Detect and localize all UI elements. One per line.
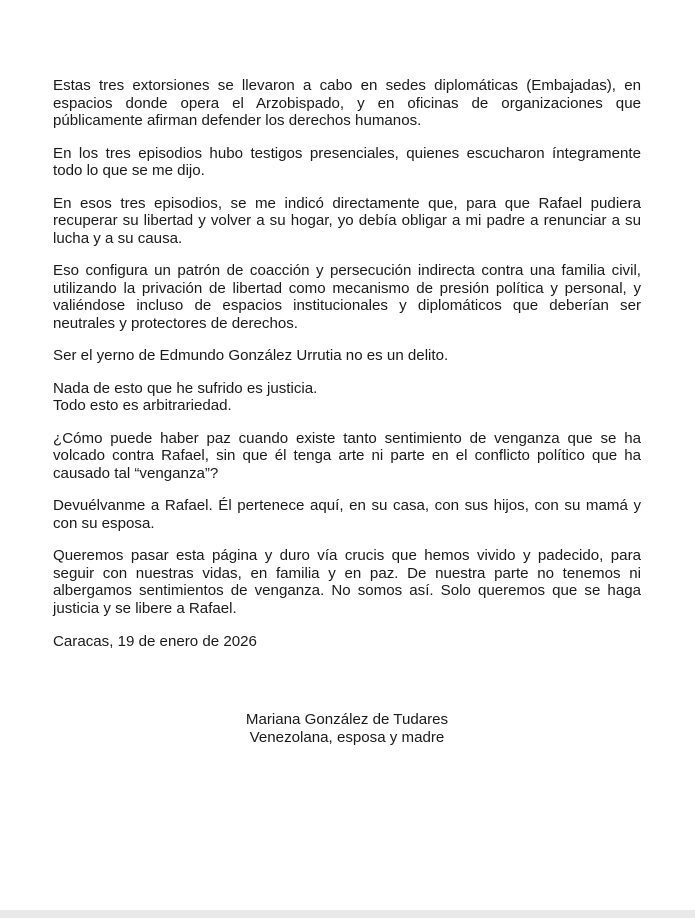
letter-body	[53, 77, 641, 651]
paragraph-turn-page: Queremos pasar esta página y duro vía crucis que hemos vivido y padecido, para seguir con nuestras vidas, en familia y en paz. De nuestra parte no tenemos ni albergamos sentimientos de venganza. No somos así. Solo queremos que se haga justicia y se libere a Rafael.	[53, 547, 641, 617]
date-line: Caracas, 19 de enero de 2026	[53, 633, 257, 650]
paragraph-justice	[53, 380, 641, 415]
line-arbitrariness: Todo esto es arbitrariedad.	[53, 397, 232, 414]
paragraph-pattern: Eso configura un patrón de coacción y persecución indirecta contra una familia civil, utilizando la privación de libertad como mecanismo de presión política y personal, y valiéndose incluso de espacios institucionales y diplomáticos que deberían ser neutrales y protectores de derechos.	[53, 262, 641, 332]
paragraph-demand: En esos tres episodios, se me indicó directamente que, para que Rafael pudiera recuperar su libertad y volver a su hogar, yo debía obligar a mi padre a renunciar a su lucha y a su causa.	[53, 194, 641, 247]
signature-block	[53, 711, 641, 746]
line-justice: Nada de esto que he sufrido es justicia.	[53, 379, 318, 397]
paragraph-witnesses: En los tres episodios hubo testigos presenciales, quienes escucharon íntegramente todo lo que se me dijo.	[53, 144, 641, 179]
paragraph-peace-question: ¿Cómo puede haber paz cuando existe tanto sentimiento de venganza que se ha volcado contra Rafael, sin que él tenga arte ni parte en el conflicto político que ha causado tal “venganza”?	[53, 429, 641, 482]
signature-name: Mariana González de Tudares	[245, 711, 449, 728]
paragraph-return-rafael: Devuélvanme a Rafael. Él pertenece aquí, en su casa, con sus hijos, con su mamá y con su esposa.	[53, 497, 641, 532]
paragraph-extortions: Estas tres extorsiones se llevaron a cabo en sedes diplomáticas (Embajadas), en espacios donde opera el Arzobispado, y en oficinas de organizaciones que públicamente afirman defender los derechos humanos.	[53, 77, 641, 129]
paragraph-son-in-law: Ser el yerno de Edmundo González Urrutia no es un delito.	[53, 347, 449, 364]
signature-role: Venezolana, esposa y madre	[249, 728, 445, 746]
page-bottom-edge	[0, 910, 695, 918]
